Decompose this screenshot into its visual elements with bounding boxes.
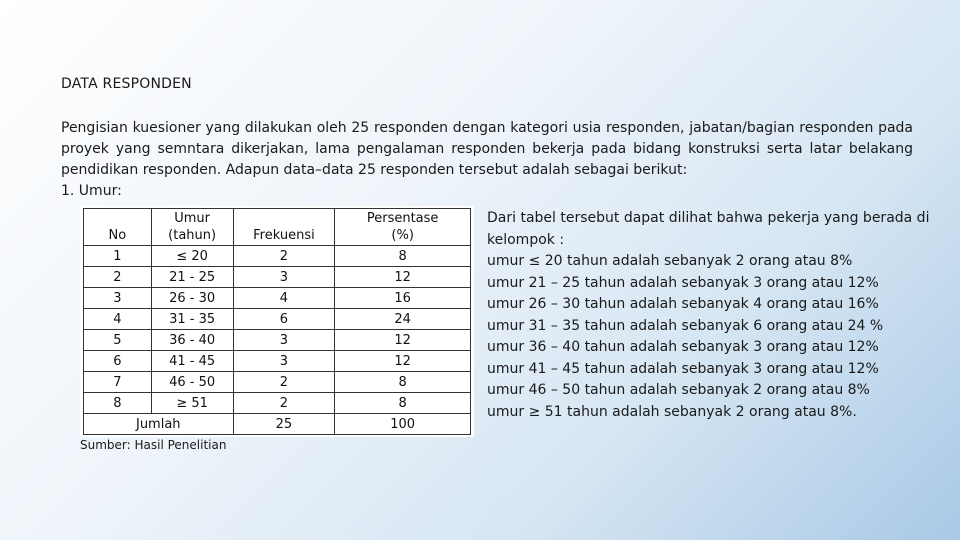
analysis-line: umur ≤ 20 tahun adalah sebanyak 2 orang atau 8%	[487, 253, 853, 269]
cell-no: 3	[84, 288, 152, 309]
header-umur: Umur (tahun)	[151, 209, 233, 246]
cell-no: 7	[84, 372, 152, 393]
cell-no: 5	[84, 330, 152, 351]
page-title: DATA RESPONDEN	[61, 76, 192, 92]
cell-persentase: 16	[335, 288, 471, 309]
cell-umur: 41 - 45	[151, 351, 233, 372]
cell-persentase: 24	[335, 309, 471, 330]
header-no: No	[84, 209, 152, 246]
section-heading: 1. Umur:	[61, 183, 122, 199]
cell-frekuensi: 3	[233, 351, 335, 372]
analysis-line: umur 36 – 40 tahun adalah sebanyak 3 orang atau 12%	[487, 339, 879, 355]
table-row	[84, 393, 471, 414]
age-table-image	[80, 206, 474, 437]
table-row	[84, 288, 471, 309]
cell-no: 2	[84, 267, 152, 288]
cell-umur: 46 - 50	[151, 372, 233, 393]
table-row	[84, 330, 471, 351]
cell-umur: 31 - 35	[151, 309, 233, 330]
analysis-line: Dari tabel tersebut dapat dilihat bahwa pekerja yang berada di kelompok :	[487, 210, 930, 248]
cell-no: 8	[84, 393, 152, 414]
cell-frekuensi: 3	[233, 330, 335, 351]
cell-persentase: 12	[335, 330, 471, 351]
cell-umur: ≤ 20	[151, 246, 233, 267]
cell-frekuensi: 4	[233, 288, 335, 309]
table-row	[84, 372, 471, 393]
table-source: Sumber: Hasil Penelitian	[80, 438, 227, 452]
cell-persentase: 8	[335, 246, 471, 267]
cell-frekuensi: 2	[233, 393, 335, 414]
intro-text	[61, 118, 913, 202]
cell-umur: ≥ 51	[151, 393, 233, 414]
cell-persentase: 8	[335, 372, 471, 393]
cell-frekuensi: 2	[233, 372, 335, 393]
cell-umur: 36 - 40	[151, 330, 233, 351]
cell-frekuensi: 3	[233, 267, 335, 288]
cell-umur: 26 - 30	[151, 288, 233, 309]
cell-total-persentase: 100	[335, 414, 471, 435]
analysis-line: umur 41 – 45 tahun adalah sebanyak 3 orang atau 12%	[487, 360, 879, 377]
cell-frekuensi: 2	[233, 246, 335, 267]
cell-total-label: Jumlah	[84, 414, 234, 435]
analysis-line: umur 26 – 30 tahun adalah sebanyak 4 orang atau 16%	[487, 296, 879, 312]
analysis-line: umur ≥ 51 tahun adalah sebanyak 2 orang atau 8%.	[487, 403, 857, 420]
cell-persentase: 12	[335, 351, 471, 372]
header-frekuensi: Frekuensi	[233, 209, 335, 246]
header-persentase: Persentase (%)	[335, 209, 471, 246]
table-row	[84, 246, 471, 267]
table-total-row	[84, 414, 471, 435]
cell-no: 1	[84, 246, 152, 267]
analysis-line: umur 31 – 35 tahun adalah sebanyak 6 orang atau 24 %	[487, 317, 884, 334]
analysis-line: umur 21 – 25 tahun adalah sebanyak 3 orang atau 12%	[487, 274, 879, 291]
cell-frekuensi: 6	[233, 309, 335, 330]
table-row	[84, 267, 471, 288]
table-row	[84, 309, 471, 330]
intro-paragraph: Pengisian kuesioner yang dilakukan oleh 25 responden dengan kategori usia responden, jabatan/bagian responden pada proyek yang semntara dikerjakan, lama pengalaman responden bekerja pada bidang konstruksi serta latar belakang pendidikan responden. Adapun data–data 25 responden tersebut adalah sebagai berikut:	[61, 120, 913, 178]
age-table	[83, 208, 471, 435]
cell-persentase: 12	[335, 267, 471, 288]
cell-no: 6	[84, 351, 152, 372]
analysis-line: umur 46 – 50 tahun adalah sebanyak 2 orang atau 8%	[487, 382, 870, 398]
cell-umur: 21 - 25	[151, 267, 233, 288]
analysis-text	[487, 208, 953, 423]
table-header-row	[84, 209, 471, 246]
cell-total-frekuensi: 25	[233, 414, 335, 435]
table-row	[84, 351, 471, 372]
cell-no: 4	[84, 309, 152, 330]
cell-persentase: 8	[335, 393, 471, 414]
